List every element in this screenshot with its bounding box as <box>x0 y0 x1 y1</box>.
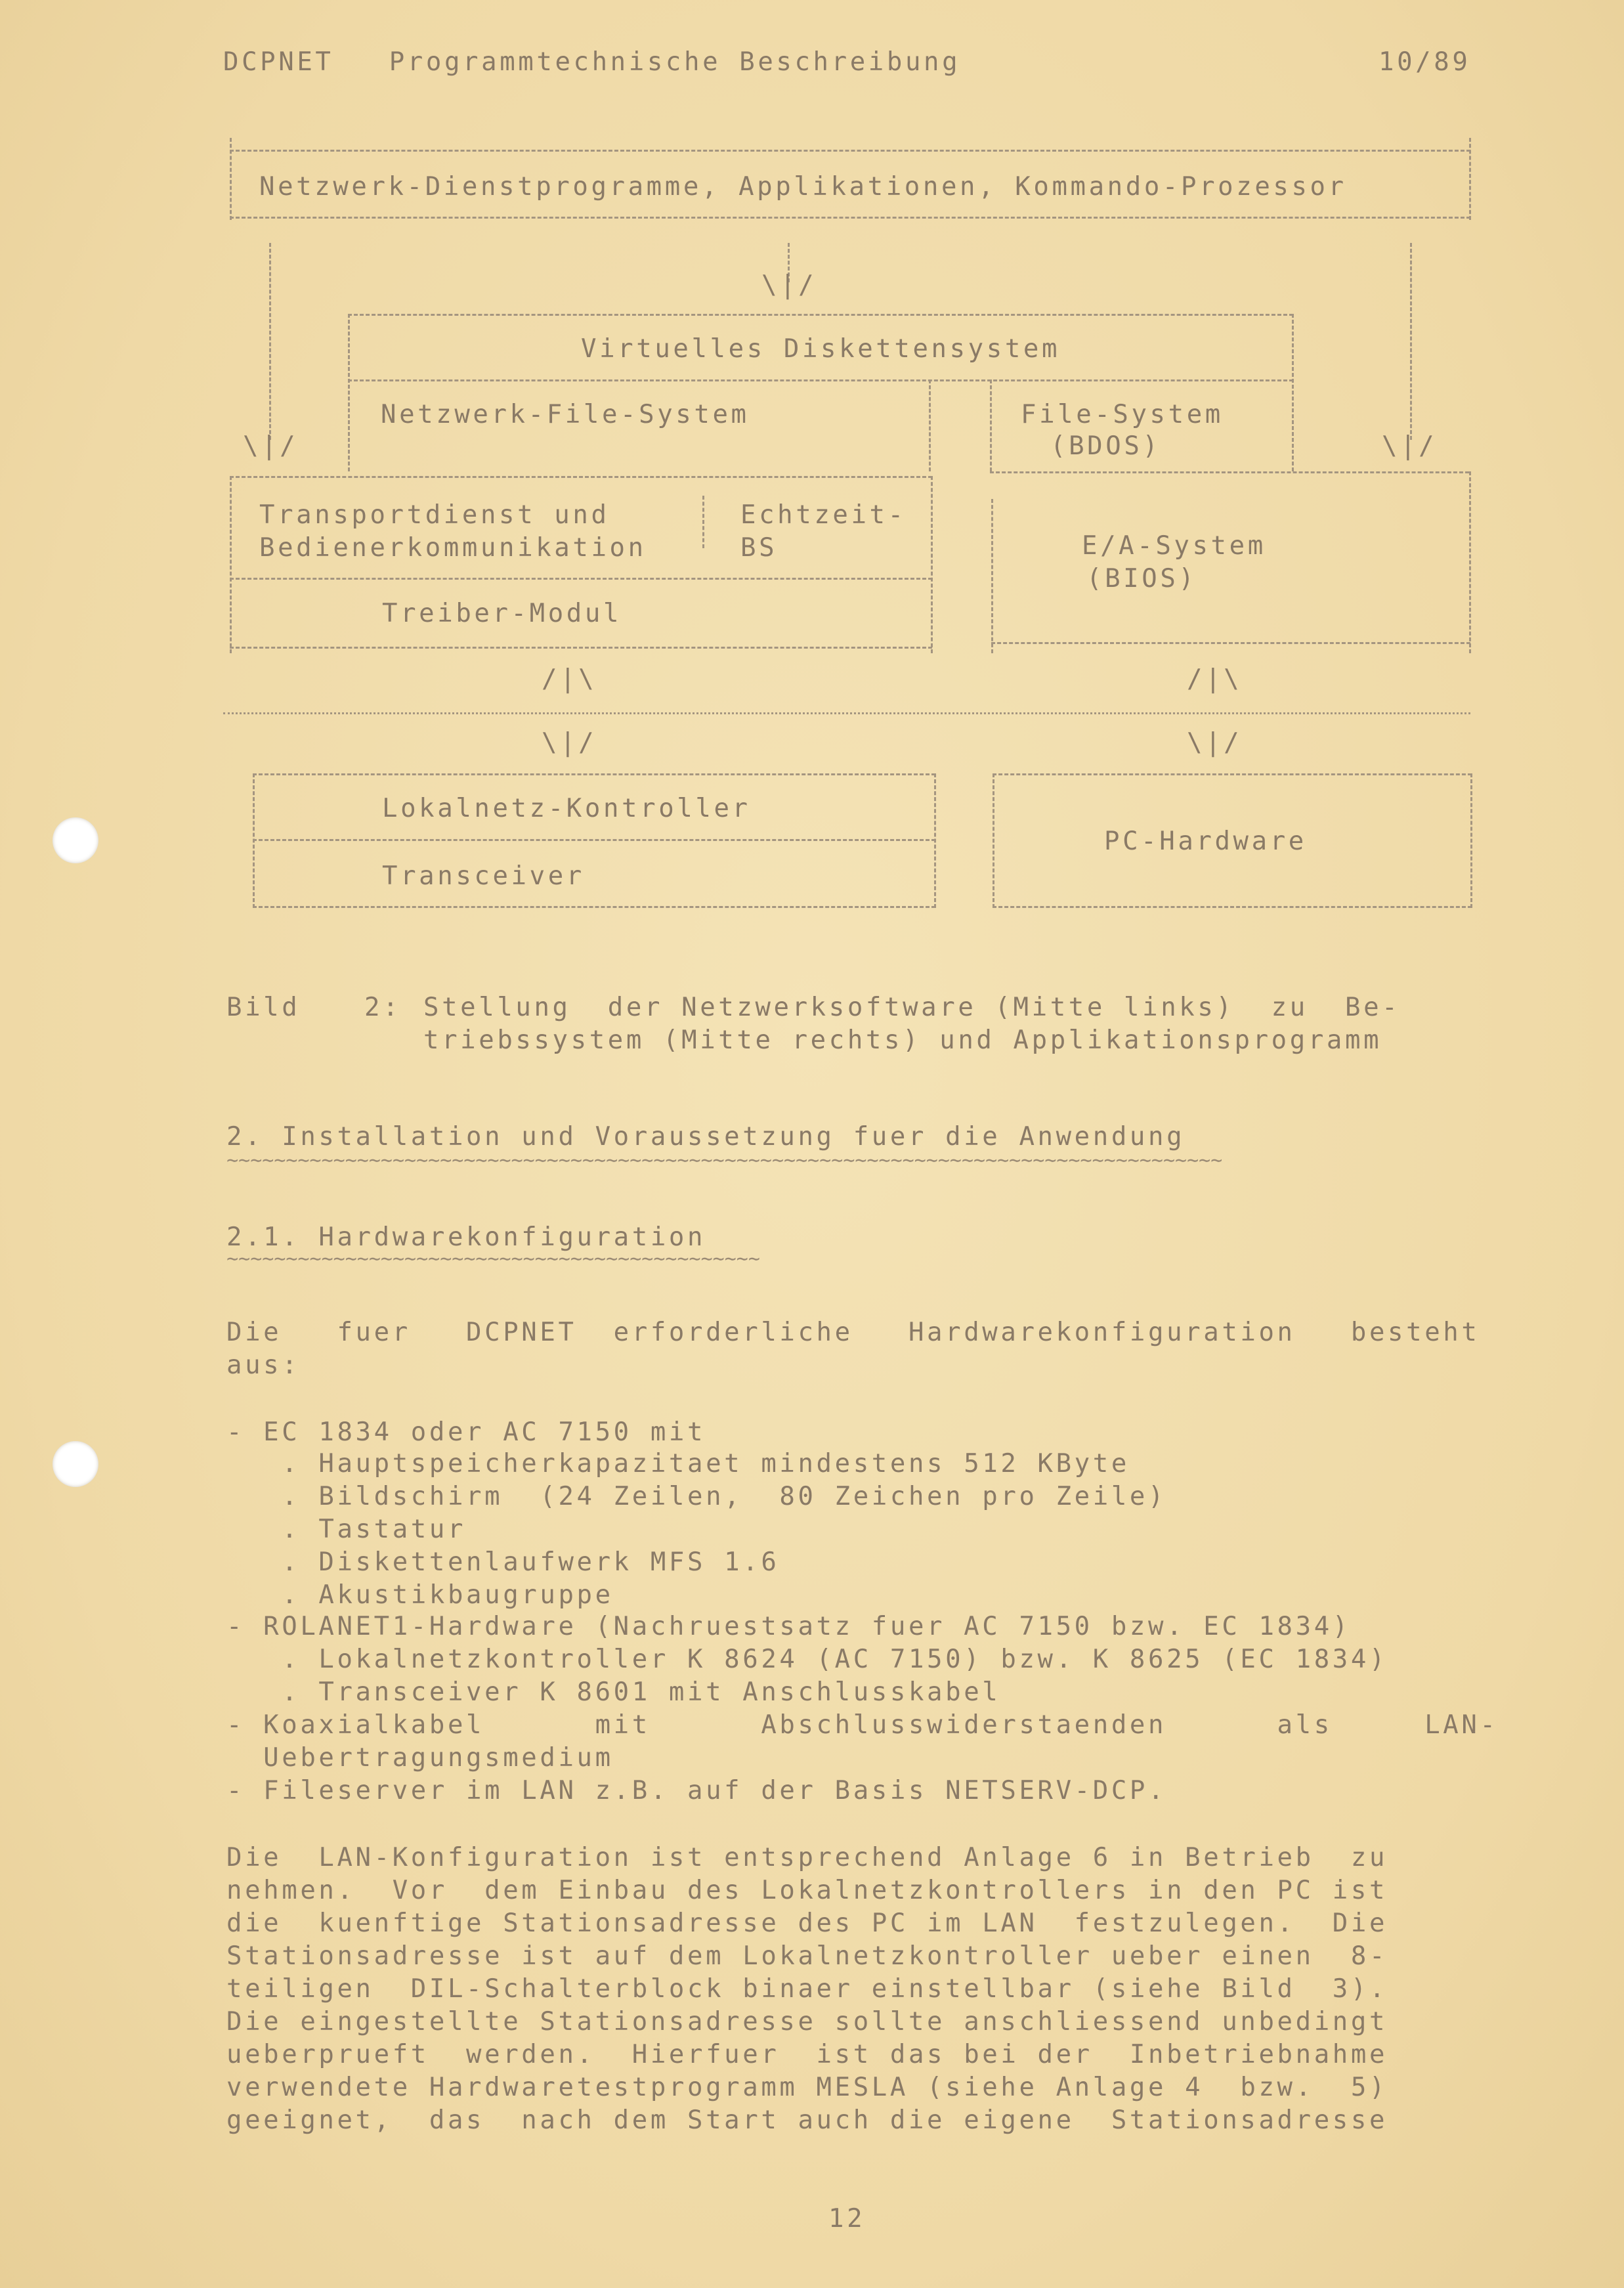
transceiver-label: Transceiver <box>382 861 585 891</box>
paragraph-line: Die LAN-Konfiguration ist entsprechend Anlage 6 in Betrieb zu <box>226 1843 1388 1872</box>
intro-line-1: Die fuer DCPNET erforderliche Hardwarekonfiguration besteht <box>226 1318 1480 1347</box>
list-item: . Diskettenlaufwerk MFS 1.6 <box>226 1547 780 1577</box>
page-number: 12 <box>828 2204 866 2234</box>
arrow-down-lower-right: \|/ <box>1187 728 1243 758</box>
paragraph-line: die kuenftige Stationsadresse des PC im LAN festzulegen. Die <box>226 1909 1388 1938</box>
header-date: 10/89 <box>1378 47 1471 77</box>
punch-hole-top <box>53 817 98 863</box>
paragraph-line: teiligen DIL-Schalterblock binaer einstellbar (siehe Bild 3). <box>226 1974 1388 2004</box>
list-item: . Akustikbaugruppe <box>226 1580 614 1610</box>
hardware-boundary-line <box>223 712 1470 714</box>
list-item: . Tastatur <box>226 1515 467 1544</box>
echtzeit-label-line2: BS <box>740 533 778 563</box>
list-item: . Bildschirm (24 Zeilen, 80 Zeichen pro Zeile) <box>226 1482 1167 1511</box>
list-item: - EC 1834 oder AC 7150 mit <box>226 1417 706 1447</box>
treiber-label: Treiber-Modul <box>382 599 622 628</box>
paragraph-line: verwendete Hardwaretestprogramm MESLA (siehe Anlage 4 bzw. 5) <box>226 2073 1388 2102</box>
list-item: - Koaxialkabel mit Abschlusswiderstaenden als LAN- <box>226 1710 1499 1740</box>
section-2-1-underline: ∼∼∼∼∼∼∼∼∼∼∼∼∼∼∼∼∼∼∼∼∼∼∼∼∼∼∼∼∼∼∼∼∼∼∼∼∼∼∼∼∼∼∼∼∼ <box>226 1247 760 1270</box>
section-2-heading: 2. Installation und Voraussetzung fuer die Anwendung <box>226 1122 1186 1152</box>
section-2-1-heading: 2.1. Hardwarekonfiguration <box>226 1222 706 1252</box>
arrow-down-top: \|/ <box>761 270 817 300</box>
paragraph-line: geeignet, das nach dem Start auch die eigene Stationsadresse <box>226 2105 1388 2135</box>
echtzeit-label-line1: Echtzeit- <box>740 500 907 530</box>
list-item: - Fileserver im LAN z.B. auf der Basis NETSERV-DCP. <box>226 1776 1167 1805</box>
arrow-up-right: /|\ <box>1187 664 1243 694</box>
arrow-down-right: \|/ <box>1382 431 1438 461</box>
fs-label-line1: File-System <box>1021 400 1224 429</box>
pc-hardware-label: PC-Hardware <box>1104 827 1307 856</box>
list-item: . Hauptspeicherkapazitaet mindestens 512 KByte <box>226 1449 1130 1479</box>
transport-label-line1: Transportdienst und <box>259 500 610 530</box>
list-item: . Lokalnetzkontroller K 8624 (AC 7150) bzw. K 8625 (EC 1834) <box>226 1645 1388 1674</box>
ea-label-line2: (BIOS) <box>1086 564 1197 594</box>
paragraph-line: Die eingestellte Stationsadresse sollte anschliessend unbedingt <box>226 2007 1388 2037</box>
diagram-top-box-label: Netzwerk-Dienstprogramme, Applikationen, Kommando-Prozessor <box>259 172 1347 202</box>
paragraph-line: ueberprueft werden. Hierfuer ist das bei der Inbetriebnahme <box>226 2040 1388 2069</box>
header-title: DCPNET Programmtechnische Beschreibung <box>223 47 961 77</box>
paragraph-line: Stationsadresse ist auf dem Lokalnetzkontroller ueber einen 8- <box>226 1941 1388 1971</box>
list-item: . Transceiver K 8601 mit Anschlusskabel <box>226 1677 1001 1707</box>
arrow-down-left: \|/ <box>243 431 299 461</box>
list-item: Uebertragungsmedium <box>226 1743 614 1773</box>
fs-label-line2: (BDOS) <box>1050 431 1161 461</box>
intro-line-2: aus: <box>226 1350 301 1380</box>
punch-hole-bottom <box>53 1441 98 1487</box>
lokalnetz-label: Lokalnetz-Kontroller <box>382 794 751 823</box>
figure-caption-number: 2: <box>364 993 402 1022</box>
figure-caption-line1: Stellung der Netzwerksoftware (Mitte links) zu Be- <box>423 993 1401 1022</box>
section-2-underline: ∼∼∼∼∼∼∼∼∼∼∼∼∼∼∼∼∼∼∼∼∼∼∼∼∼∼∼∼∼∼∼∼∼∼∼∼∼∼∼∼∼∼∼∼∼∼∼∼∼∼∼∼∼∼∼∼∼∼∼∼∼∼∼∼∼∼∼∼∼∼∼∼∼∼∼∼∼∼∼∼∼∼∼∼ <box>226 1149 1223 1172</box>
paragraph-line: nehmen. Vor dem Einbau des Lokalnetzkontrollers in den PC ist <box>226 1876 1388 1905</box>
figure-caption-line2: triebssystem (Mitte rechts) und Applikationsprogramm <box>423 1025 1382 1055</box>
ea-label-line1: E/A-System <box>1082 531 1266 561</box>
arrow-up-left: /|\ <box>542 664 597 694</box>
virtual-disk-label: Virtuelles Diskettensystem <box>581 334 1061 364</box>
figure-caption-label: Bild <box>226 993 301 1022</box>
transport-label-line2: Bedienerkommunikation <box>259 533 647 563</box>
arrow-down-lower-left: \|/ <box>542 728 597 758</box>
list-item: - ROLANET1-Hardware (Nachruestsatz fuer AC 7150 bzw. EC 1834) <box>226 1612 1351 1641</box>
net-fs-label: Netzwerk-File-System <box>381 400 750 429</box>
